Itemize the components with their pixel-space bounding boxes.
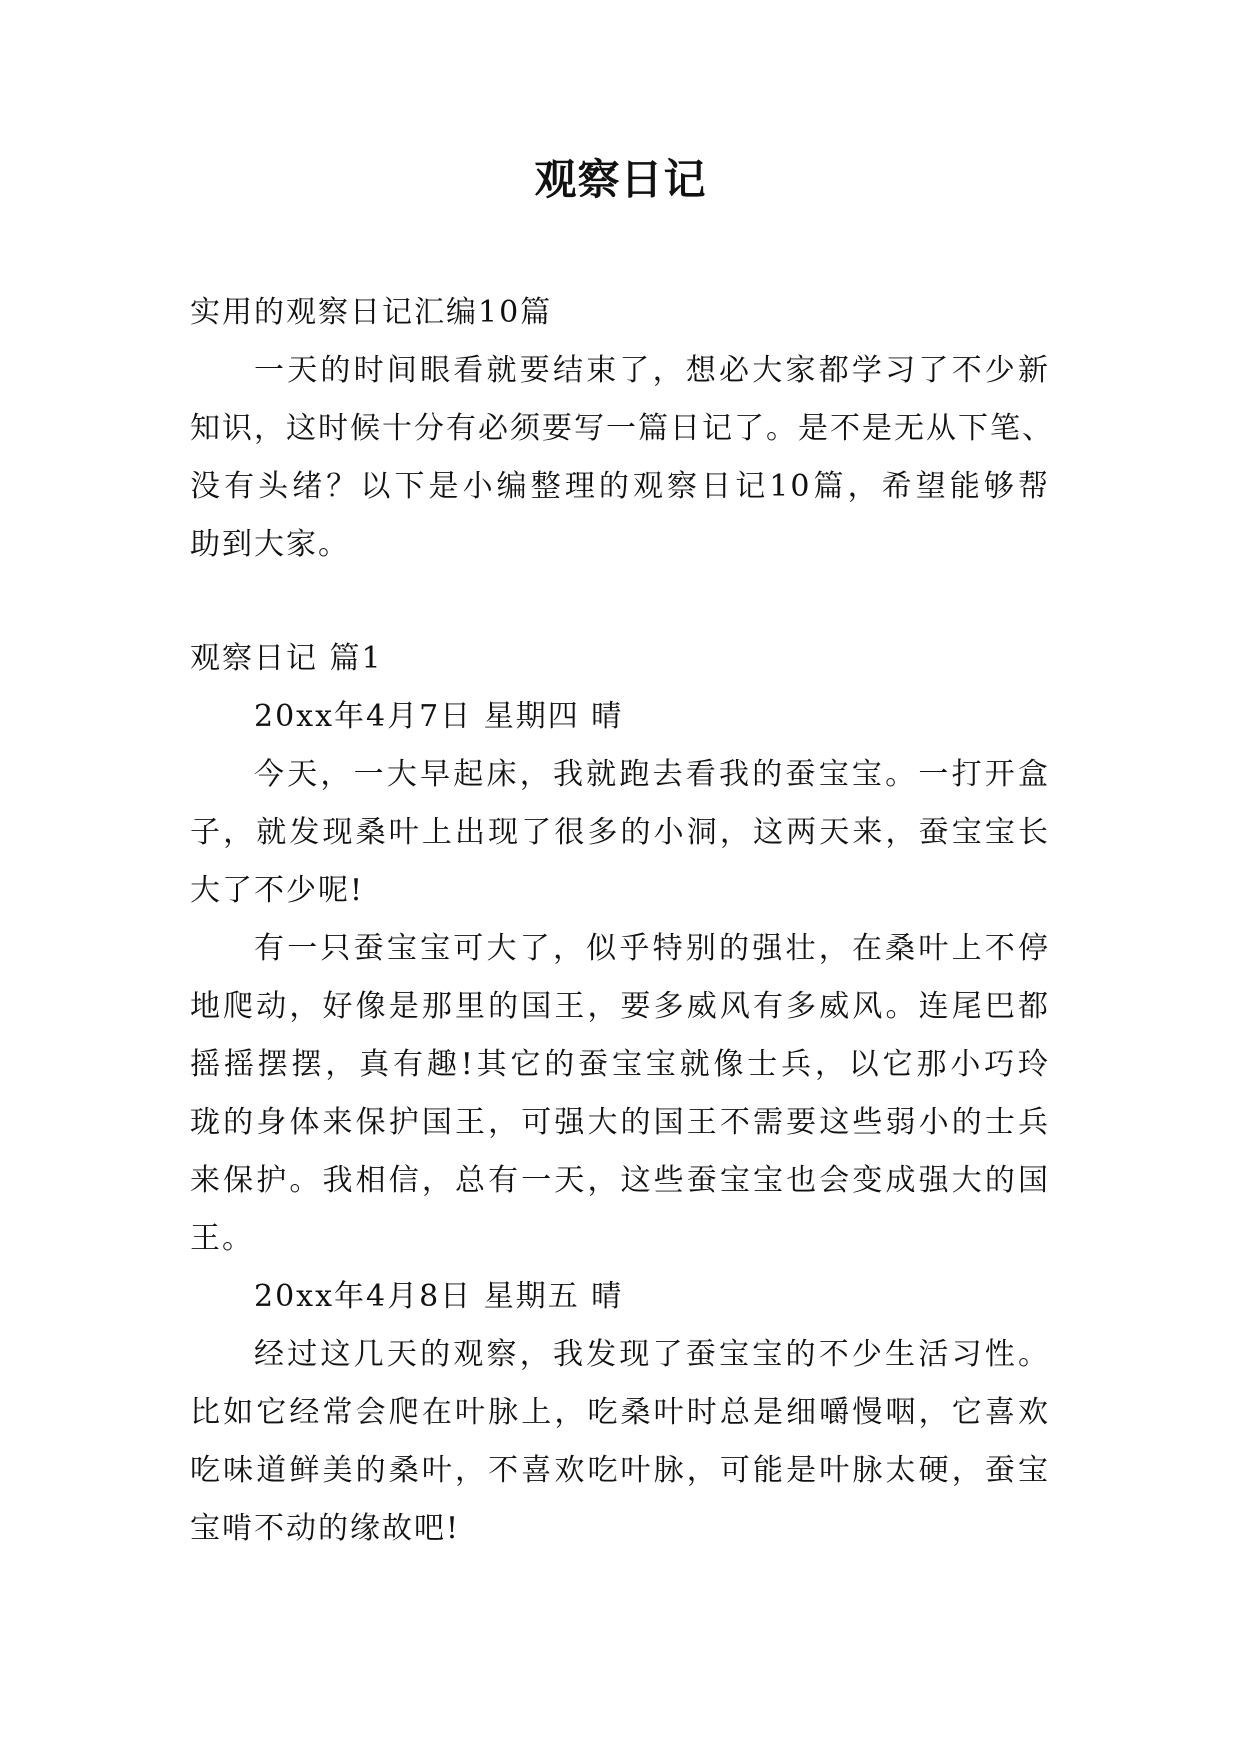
paragraph-line: 助到大家。 bbox=[190, 527, 350, 562]
paragraph-line: 摇摇摆摆，真有趣!其它的蚕宝宝就像士兵，以它那小巧玲 bbox=[190, 1047, 1050, 1082]
document-body bbox=[190, 284, 1054, 1558]
paragraph-line: 没有头绪？以下是小编整理的观察日记10篇，希望能够帮 bbox=[190, 469, 1050, 504]
paragraph-line: 王。 bbox=[190, 1221, 254, 1256]
entry2-paragraph-1 bbox=[190, 1326, 1050, 1558]
paragraph-line: 地爬动，好像是那里的国王，要多威风有多威风。连尾巴都 bbox=[190, 989, 1050, 1024]
spacer bbox=[190, 574, 1050, 630]
document-title: 观察日记 bbox=[534, 155, 707, 204]
paragraph-line: 经过这几天的观察，我发现了蚕宝宝的不少生活习性。 bbox=[254, 1337, 1050, 1372]
paragraph-line: 吃味道鲜美的桑叶，不喜欢吃叶脉，可能是叶脉太硬，蚕宝 bbox=[190, 1453, 1050, 1488]
paragraph-line: 有一只蚕宝宝可大了，似乎特别的强壮，在桑叶上不停 bbox=[254, 931, 1050, 966]
paragraph-line: 珑的身体来保护国王，可强大的国王不需要这些弱小的士兵 bbox=[190, 1105, 1050, 1140]
paragraph-line: 子，就发现桑叶上出现了很多的小洞，这两天来，蚕宝宝长 bbox=[190, 815, 1050, 850]
entry1-paragraph-1 bbox=[190, 746, 1050, 920]
entry1-paragraph-2 bbox=[190, 920, 1050, 1268]
paragraph-line: 比如它经常会爬在叶脉上，吃桑叶时总是细嚼慢咽，它喜欢 bbox=[190, 1395, 1050, 1430]
section-heading: 观察日记 篇1 bbox=[190, 641, 383, 676]
paragraph-line: 今天，一大早起床，我就跑去看我的蚕宝宝。一打开盒 bbox=[254, 757, 1050, 792]
subtitle: 实用的观察日记汇编10篇 bbox=[190, 295, 553, 330]
paragraph-line: 大了不少呢! bbox=[190, 873, 365, 908]
paragraph-line: 一天的时间眼看就要结束了，想必大家都学习了不少新 bbox=[254, 353, 1050, 388]
paragraph-line: 来保护。我相信，总有一天，这些蚕宝宝也会变成强大的国 bbox=[190, 1163, 1050, 1198]
entry-date: 20xx年4月8日 星期五 晴 bbox=[254, 1279, 624, 1314]
entry-date: 20xx年4月7日 星期四 晴 bbox=[254, 699, 624, 734]
paragraph-line: 宝啃不动的缘故吧! bbox=[190, 1511, 461, 1546]
paragraph-line: 知识，这时候十分有必须要写一篇日记了。是不是无从下笔、 bbox=[190, 411, 1054, 446]
intro-paragraph bbox=[190, 342, 1054, 574]
